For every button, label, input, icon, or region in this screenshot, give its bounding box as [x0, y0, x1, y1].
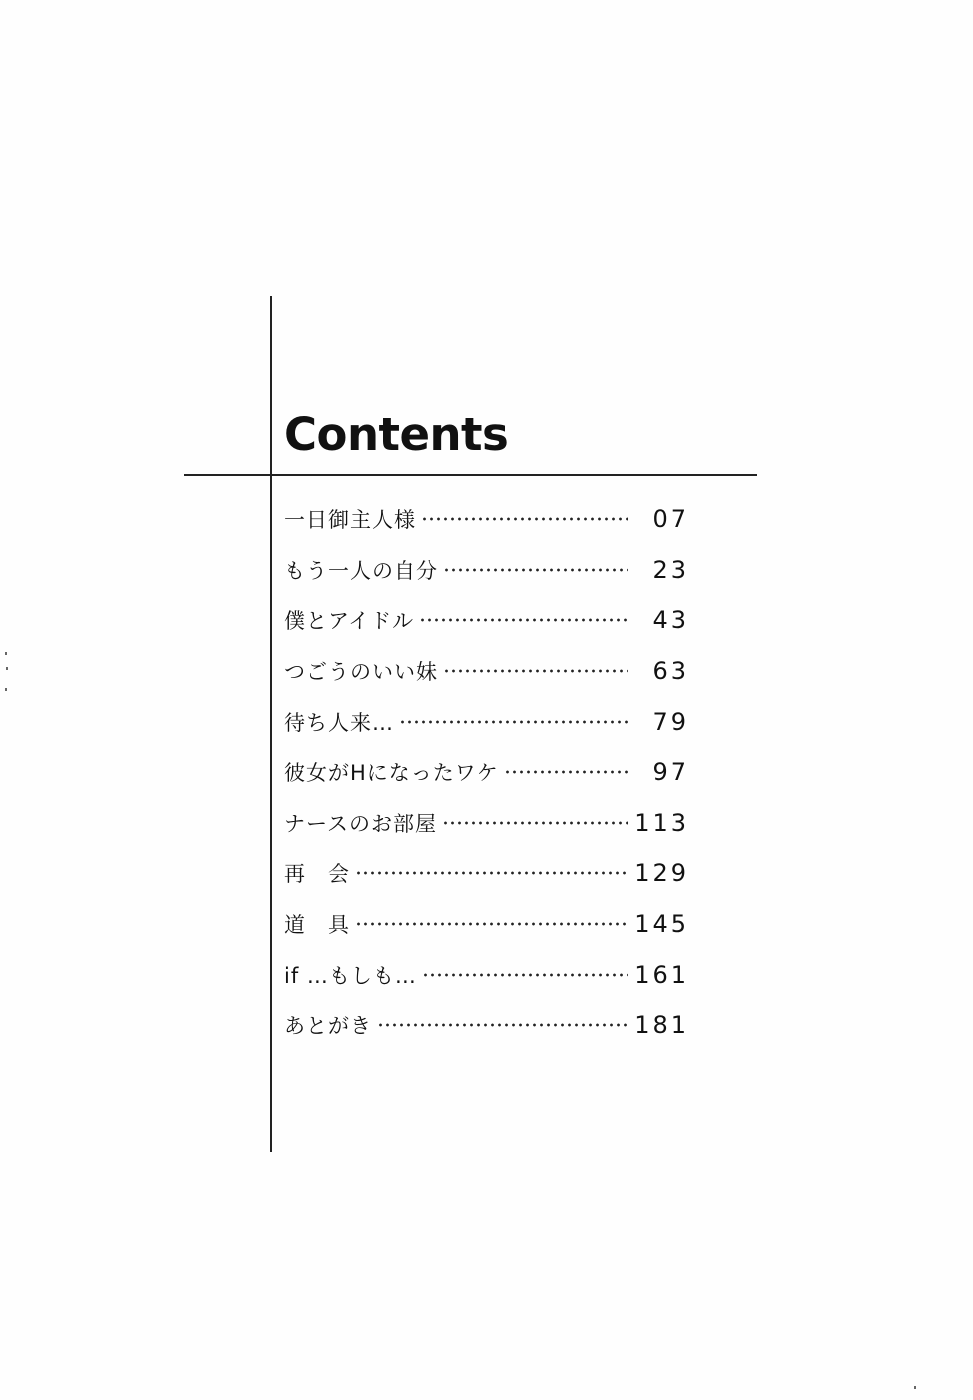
toc-entry-page: 113 [634, 808, 689, 837]
table-of-contents [284, 494, 689, 1051]
toc-entry[interactable] [284, 595, 689, 646]
toc-entry-page: 145 [634, 910, 689, 939]
dot-leader [377, 1023, 628, 1027]
dot-leader [399, 720, 628, 724]
toc-entry-page: 97 [652, 758, 689, 787]
dot-leader [419, 618, 628, 622]
dot-leader [504, 770, 628, 774]
dot-leader [355, 922, 628, 926]
toc-entry[interactable] [284, 949, 689, 1000]
page-title: Contents [284, 408, 509, 461]
scan-speck [914, 1386, 916, 1389]
toc-entry[interactable] [284, 494, 689, 545]
dot-leader [422, 973, 628, 977]
toc-entry-title: つごうのいい妹 [284, 660, 438, 685]
toc-entry-title: 僕とアイドル [284, 609, 415, 634]
toc-entry-title: ナースのお部屋 [284, 811, 437, 836]
scan-speck [5, 652, 7, 655]
toc-entry-page: 181 [634, 1011, 689, 1040]
toc-entry[interactable] [284, 1000, 689, 1051]
dot-leader [443, 568, 628, 572]
toc-entry[interactable] [284, 848, 689, 899]
toc-entry-title: あとがき [284, 1014, 372, 1039]
toc-entry-page: 43 [652, 606, 689, 635]
dot-leader [442, 821, 628, 825]
toc-entry[interactable] [284, 646, 689, 697]
toc-entry-page: 23 [652, 555, 689, 584]
toc-entry-page: 63 [652, 657, 689, 686]
toc-entry-title: 待ち人来… [284, 710, 394, 735]
dot-leader [443, 669, 628, 673]
toc-entry-title: 道 具 [284, 913, 350, 938]
toc-entry-page: 161 [634, 960, 689, 989]
scan-speck [6, 667, 8, 670]
toc-entry-page: 07 [652, 505, 689, 534]
toc-entry[interactable] [284, 747, 689, 798]
dot-leader [421, 517, 628, 521]
toc-entry-title: 彼女がHになったワケ [284, 761, 499, 786]
toc-entry-title: if …もしも… [284, 963, 417, 988]
toc-entry-title: 一日御主人様 [284, 508, 416, 533]
toc-entry[interactable] [284, 798, 689, 849]
scan-speck [5, 688, 7, 691]
vertical-rule [270, 296, 272, 1152]
toc-entry-title: もう一人の自分 [284, 558, 438, 583]
toc-entry[interactable] [284, 696, 689, 747]
toc-entry[interactable] [284, 899, 689, 950]
toc-entry[interactable] [284, 545, 689, 596]
toc-entry-title: 再 会 [284, 862, 350, 887]
toc-entry-page: 129 [634, 859, 689, 888]
toc-entry-page: 79 [652, 707, 689, 736]
horizontal-rule [184, 474, 757, 476]
dot-leader [355, 871, 628, 875]
